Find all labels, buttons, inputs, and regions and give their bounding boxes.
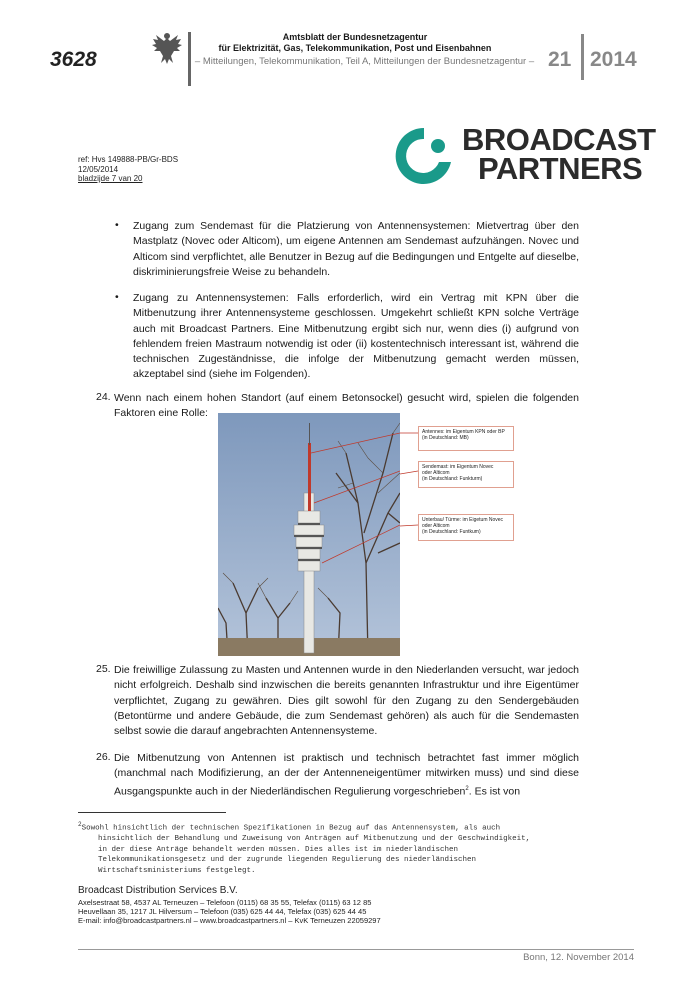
paragraph-26-tail: . Es ist von <box>468 785 521 798</box>
paragraph-26-text: Die Mitbenutzung von Antennen ist praktisch und technisch betrachtet fast immer möglich (manchmal nach Modifizierung, an der der Antenneneigentümer mitwirken muss) und sind diese Ausgangspunkte auch in der Niederländischen Regulierung vorgeschrieben <box>114 752 579 798</box>
footer-place-date: Bonn, 12. November 2014 <box>523 952 634 963</box>
company-address-hilversum: Heuvellaan 35, 1217 JL Hilversum – Telefoon (035) 625 44 44, Telefax (035) 625 44 45 <box>78 907 367 916</box>
paragraph-26 <box>114 751 579 799</box>
callout-antennas-line1: Antennes: im Eigentum KPN oder BP <box>422 429 505 435</box>
footnote-line: Telekommunikationsgesetz und der zugrunde liegenden Regulierung des niederländischen <box>98 856 477 864</box>
callout-mast-line1: Sendemast: im Eigentum Novec <box>422 464 494 470</box>
gazette-title-sub: für Elektrizität, Gas, Telekommunikation, Post und Eisenbahnen <box>218 43 492 53</box>
footnote-mark: 2 <box>78 821 82 828</box>
gazette-title: Amtsblatt der Bundesnetzagentur <box>282 32 428 42</box>
logo-text-partners: PARTNERS <box>478 151 643 186</box>
page-number: 3628 <box>50 48 97 71</box>
reference-number: ref: Hvs 149888-PB/Gr-BDS <box>78 155 179 164</box>
federal-eagle-icon <box>150 30 184 66</box>
reference-page: bladzijde 7 van 20 <box>78 174 143 183</box>
issue-number: 21 <box>548 48 572 71</box>
footnote-line: in der diese Anträge behandelt werden müssen. Dies alles ist im niederländischen <box>98 845 459 854</box>
company-address-terneuzen: Axelsestraat 58, 4537 AL Terneuzen – Telefoon (0115) 68 35 55, Telefax (0115) 63 12 85 <box>78 898 372 907</box>
transmission-tower-photo <box>218 413 400 656</box>
footnote-line: Sowohl hinsichtlich der technischen Spezifikationen in Bezug auf das Antennensystem, als auch <box>81 824 501 833</box>
callout-mast <box>418 461 514 488</box>
callout-mast-line2: oder Alticom <box>422 470 450 476</box>
footer-rule <box>78 949 634 950</box>
callout-lines <box>400 413 420 553</box>
callout-mast-line3: (in Deutschland: Funkturm) <box>422 476 483 482</box>
paragraph-number-24: 24. <box>96 391 111 403</box>
footnote-separator <box>78 812 226 813</box>
bullet-marker: • <box>115 219 119 231</box>
gazette-section: – Mitteilungen, Telekommunikation, Teil A, Mitteilungen der Bundesnetzagentur – <box>194 56 535 67</box>
bullet-mast-access: Zugang zum Sendemast für die Platzierung von Antennensystemen: Mietvertrag über den Mastplatz (Novec oder Alticom), um eigene Antennen am Sendemast aufzuhängen. Novec und Alticom sind verpflichtet, alle Benutzer in Bezug auf die Bedingungen und Entgelte auf dieselbe, diskriminierungsfreie Weise zu behandeln. <box>133 220 579 278</box>
paragraph-number-25: 25. <box>96 663 111 675</box>
footnote-line: hinsichtlich der Behandlung und Zuweisung von Anträgen auf Mitbenutzung und der Geschwindigkeit, <box>98 835 531 843</box>
callout-tower <box>418 514 514 541</box>
footnote-reference[interactable]: 2 <box>465 785 469 792</box>
issue-year: 2014 <box>590 48 637 71</box>
logo-text-broadcast: BROADCAST <box>462 122 656 157</box>
callout-tower-line3: (in Deutschland: Funtkum) <box>422 529 481 535</box>
company-contact[interactable]: E-mail: info@broadcastpartners.nl – www.broadcastpartners.nl – KvK Terneuzen 22059297 <box>78 916 381 925</box>
callout-tower-line2: oder Alticom <box>422 523 450 529</box>
paragraph-25: Die freiwillige Zulassung zu Masten und Antennen wurde in den Niederlanden versucht, war jedoch nicht erfolgreich. Deshalb sind inzwischen die bereits genannten Infrastruktur und ihre Eigentümer verpflichtet, Zugang zu gewähren. Dies gilt sowohl für den Zugang zu den Sendergebäuden (Betontürme und andere Gebäude, die zum Sendemast gehören) als auch für die Sendemasten selbst sowie die darauf angebrachten Antennensysteme. <box>114 664 579 738</box>
callout-tower-line1: Unterbau/ Türme: im Eigetum Novec <box>422 517 504 523</box>
paragraph-number-26: 26. <box>96 751 111 763</box>
header-divider-left <box>188 32 191 86</box>
reference-date: 12/05/2014 <box>78 164 119 174</box>
company-name: Broadcast Distribution Services B.V. <box>78 885 238 896</box>
bullet-antenna-access: Zugang zu Antennensystemen: Falls erforderlich, wird ein Vertrag mit KPN über die Mitbenutzung ihrer Antennensysteme geschlossen. Umgekehrt schließt KPN solche Verträge auch mit Broadcast Partners. Eine Mitbenutzung ergibt sich nur, wenn dies (i) aufgrund von fehlendem freien Mastraum notwendig ist oder (ii) kostentechnisch interessant ist, während die technischen Zugeständnisse, die infolge der Mitbenutzung gemacht werden müssen, akzeptabel sind (siehe im Folgenden). <box>133 292 579 381</box>
header-divider-right <box>581 34 584 80</box>
callout-antennas <box>418 426 514 451</box>
reference-block <box>78 155 178 184</box>
bullet-marker: • <box>115 291 119 303</box>
broadcast-partners-logo-icon <box>393 124 455 188</box>
footnote-line: Wirtschaftsministeriums festgelegt. <box>98 866 256 875</box>
footnote-2 <box>78 820 588 876</box>
paragraph-24: Wenn nach einem hohen Standort (auf einem Betonsockel) gesucht wird, spielen die folgenden Faktoren eine Rolle: <box>114 392 579 420</box>
callout-antennas-line2: (in Deutschland: MB) <box>422 435 469 441</box>
